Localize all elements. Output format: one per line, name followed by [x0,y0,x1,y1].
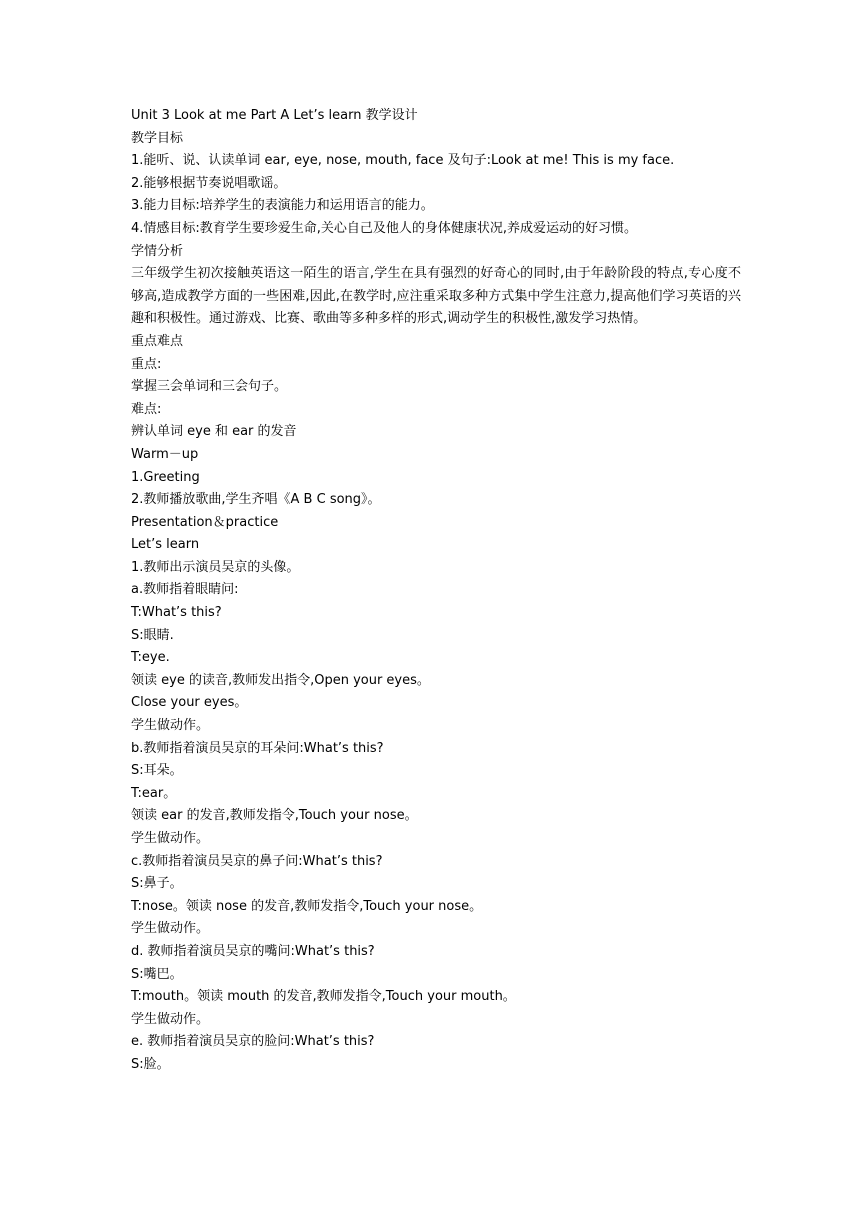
heading-lets-learn: Let’s learn [131,537,200,553]
heading-warm-up: Warm－up [131,446,199,462]
student-analysis-paragraph: 三年级学生初次接触英语这一陌生的语言,学生在具有强烈的好奇心的同时,由于年龄阶段的特点,专心度不够高,造成教学方面的一些困难,因此,在教学时,应注重采取多种方式集中学生注意力,提高他们学习英语的兴趣和积极性。通过游戏、比赛、歌曲等多种多样的形式,调动学生的积极性,激发学习热情。 [131,266,741,327]
document-title: Unit 3 Look at me Part A Let’s learn 教学设计 [131,108,418,123]
label-key-point: 重点: [131,356,162,372]
procedure-line: e. 教师指着演员吴京的脸问:What’s this? [131,1034,375,1050]
procedure-line: c.教师指着演员吴京的鼻子问:What’s this? [131,853,383,869]
document-body [131,105,741,1077]
goal-4: 4.情感目标:教育学生要珍爱生命,关心自己及他人的身体健康状况,养成爱运动的好习惯。 [131,220,638,236]
procedure-line: 学生做动作。 [131,718,210,734]
procedure-line: 领读 ear 的发音,教师发指令,Touch your nose。 [131,808,418,824]
procedure-line: a.教师指着眼睛问: [131,582,239,598]
warm-up-step-2: 2.教师播放歌曲,学生齐唱《A B C song》。 [131,492,381,508]
procedure-line: 领读 eye 的读音,教师发出指令,Open your eyes。 [131,672,430,688]
procedure-line: T:eye. [131,650,170,666]
procedure-line: T:ear。 [131,785,177,801]
procedure-line: T:nose。领读 nose 的发音,教师发指令,Touch your nose。 [131,898,483,914]
procedure-line: S:脸。 [131,1056,170,1072]
goal-3: 3.能力目标:培养学生的表演能力和运用语言的能力。 [131,198,434,214]
difficulty-text: 辨认单词 eye 和 ear 的发音 [131,424,297,440]
procedure-line: 学生做动作。 [131,831,210,846]
procedure-line: S:耳朵。 [131,763,183,779]
goal-1: 1.能听、说、认读单词 ear, eye, nose, mouth, face 及句子:Look at me! This is my face. [131,153,675,169]
procedure-line: d. 教师指着演员吴京的嘴问:What’s this? [131,943,375,959]
procedure-line: S:眼睛. [131,627,174,643]
procedure-line: Close your eyes。 [131,695,248,711]
key-point-text: 掌握三会单词和三会句子。 [131,379,288,395]
procedure-line: T:mouth。领读 mouth 的发音,教师发指令,Touch your mouth。 [131,989,516,1005]
label-difficulty: 难点: [131,401,162,417]
warm-up-step-1: 1.Greeting [131,469,200,485]
heading-presentation-practice: Presentation＆practice [131,514,279,530]
goal-2: 2.能够根据节奏说唱歌谣。 [131,175,287,191]
heading-student-analysis: 学情分析 [131,243,184,259]
procedure-line: T:What’s this? [131,605,222,621]
procedure-line: S:鼻子。 [131,876,183,892]
procedure-line: 学生做动作。 [131,1011,210,1027]
procedure-line: 1.教师出示演员吴京的头像。 [131,559,300,575]
procedure-line: b.教师指着演员吴京的耳朵问:What’s this? [131,740,384,756]
procedure-line: S:嘴巴。 [131,966,183,982]
heading-teaching-goals: 教学目标 [131,130,184,146]
procedure-line: 学生做动作。 [131,921,210,937]
heading-key-points: 重点难点 [131,333,184,349]
